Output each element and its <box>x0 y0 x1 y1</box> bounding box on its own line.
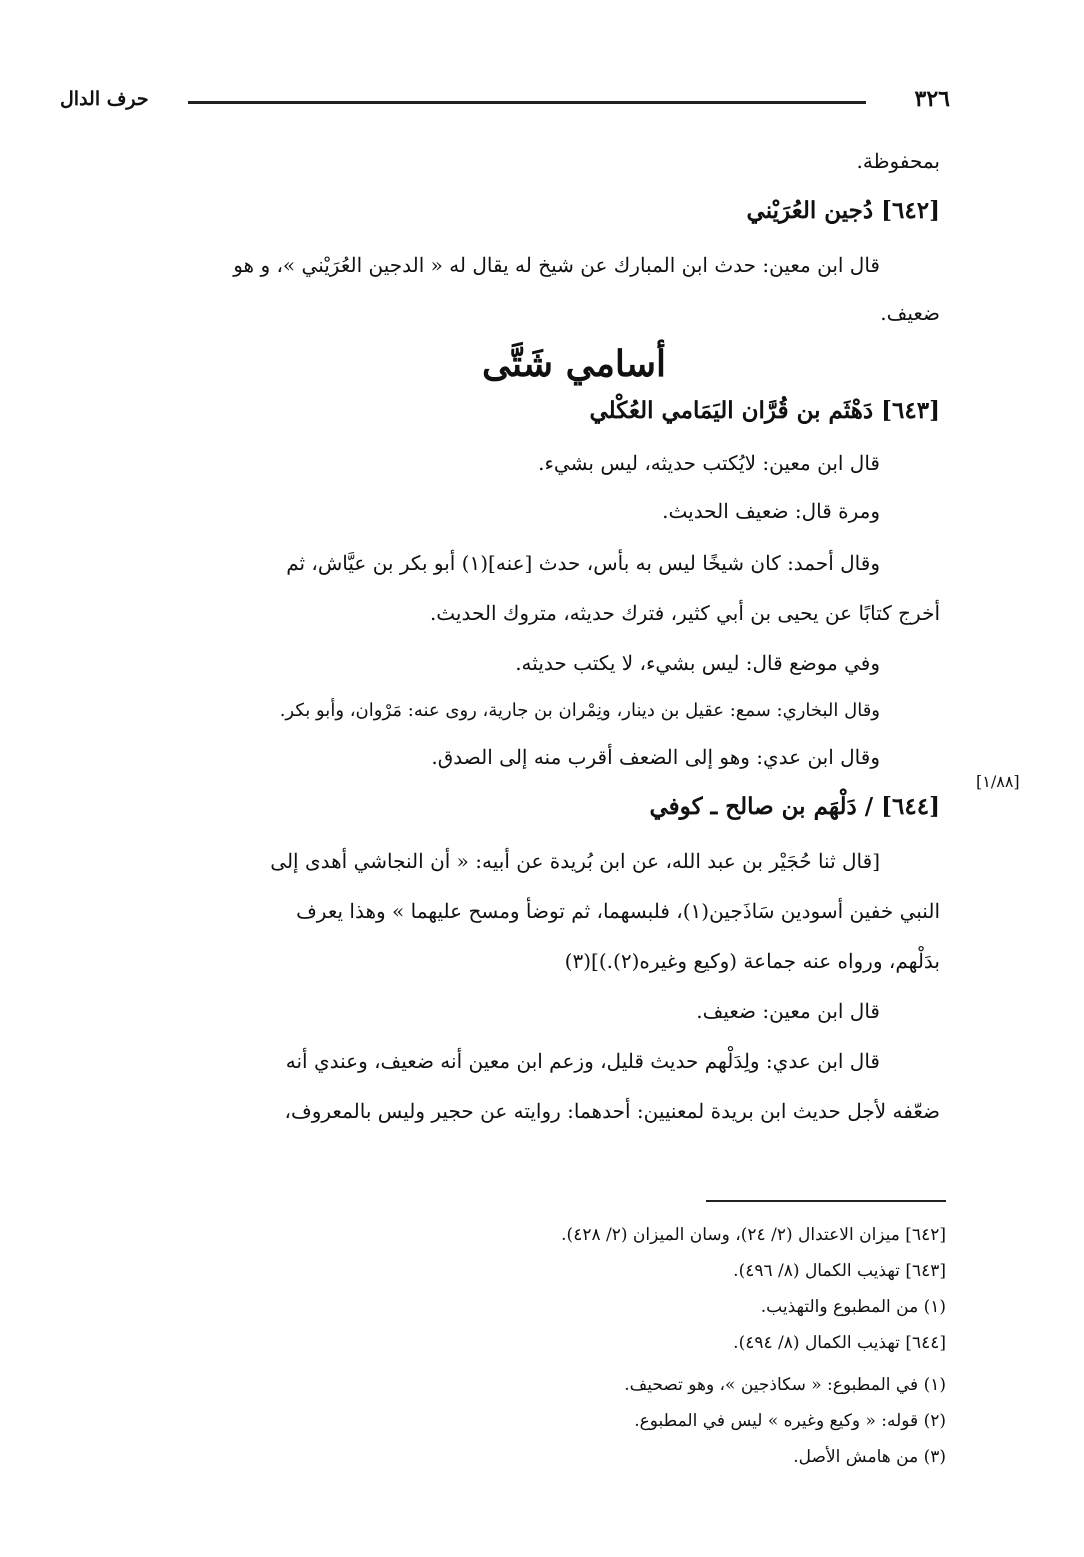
footnote: (١) من المطبوع والتهذيب. <box>760 1297 946 1317</box>
text-line: قال ابن معين: حدث ابن المبارك عن شيخ له يقال له « الدجين العُرَيْني »، و هو <box>233 253 880 277</box>
footnote: [٦٤٤] تهذيب الكمال (٨/ ٤٩٤). <box>733 1333 946 1353</box>
text-line: أخرج كتابًا عن يحيى بن أبي كثير، فترك حديثه، متروك الحديث. <box>429 601 940 625</box>
text-line: قال ابن عدي: ولِدَلْهم حديث قليل، وزعم ابن معين أنه ضعيف، وعندي أنه <box>285 1049 880 1073</box>
entry-heading-644: [٦٤٤] / دَلْهَم بن صالح ـ كوفي <box>649 793 940 820</box>
entry-heading-642: [٦٤٢] دُجين العُرَيْني <box>746 197 940 224</box>
entry-heading-643: [٦٤٣] دَهْثَم بن قُرَّان اليَمَامي العُكْلي <box>589 397 940 424</box>
text-line: النبي خفين أسودين سَاذَجين(١)، فلبسهما، ثم توضأ ومسح عليهما » وهذا يعرف <box>296 899 940 923</box>
page-header <box>60 86 950 122</box>
page-number: ٣٢٦ <box>914 86 950 112</box>
header-rule <box>188 101 866 104</box>
footnote: (٢) قوله: « وكيع وغيره » ليس في المطبوع. <box>634 1411 946 1431</box>
text-line: ضعيف. <box>880 301 940 325</box>
margin-note: [١/٨٨] <box>976 772 1020 791</box>
footnote: [٦٤٣] تهذيب الكمال (٨/ ٤٩٦). <box>733 1261 946 1281</box>
footnote-rule <box>706 1200 946 1202</box>
footnote: (١) في المطبوع: « سكاذجين »، وهو تصحيف. <box>624 1375 946 1395</box>
section-title: أسامي شَتَّى <box>482 343 666 385</box>
text-line: ومرة قال: ضعيف الحديث. <box>662 499 880 523</box>
text-line: قال ابن معين: لايُكتب حديثه، ليس بشيء. <box>538 451 880 475</box>
running-title: حرف الدال <box>60 88 149 110</box>
text-line: وفي موضع قال: ليس بشيء، لا يكتب حديثه. <box>515 651 880 675</box>
text-line: بمحفوظة. <box>856 149 940 173</box>
footnote: (٣) من هامش الأصل. <box>793 1447 946 1467</box>
text-line: قال ابن معين: ضعيف. <box>696 999 880 1023</box>
footnote: [٦٤٢] ميزان الاعتدال (٢/ ٢٤)، وسان الميزان (٢/ ٤٢٨). <box>561 1225 946 1245</box>
text-line: ضعّفه لأجل حديث ابن بريدة لمعنيين: أحدهما: روايته عن حجير وليس بالمعروف، <box>284 1099 940 1123</box>
text-line: بدَلْهم، ورواه عنه جماعة (وكيع وغيره(٢).)](٣) <box>564 949 940 973</box>
text-line: وقال ابن عدي: وهو إلى الضعف أقرب منه إلى الصدق. <box>431 745 880 769</box>
text-line: وقال أحمد: كان شيخًا ليس به بأس، حدث [عنه](١) أبو بكر بن عيَّاش، ثم <box>286 551 880 575</box>
text-line: وقال البخاري: سمع: عقيل بن دينار، ونِمْران بن جارية، روى عنه: مَرْوان، وأبو بكر. <box>279 700 880 721</box>
text-line: [قال ثنا حُجَيْر بن عبد الله، عن ابن بُريدة عن أبيه: « أن النجاشي أهدى إلى <box>270 849 880 873</box>
